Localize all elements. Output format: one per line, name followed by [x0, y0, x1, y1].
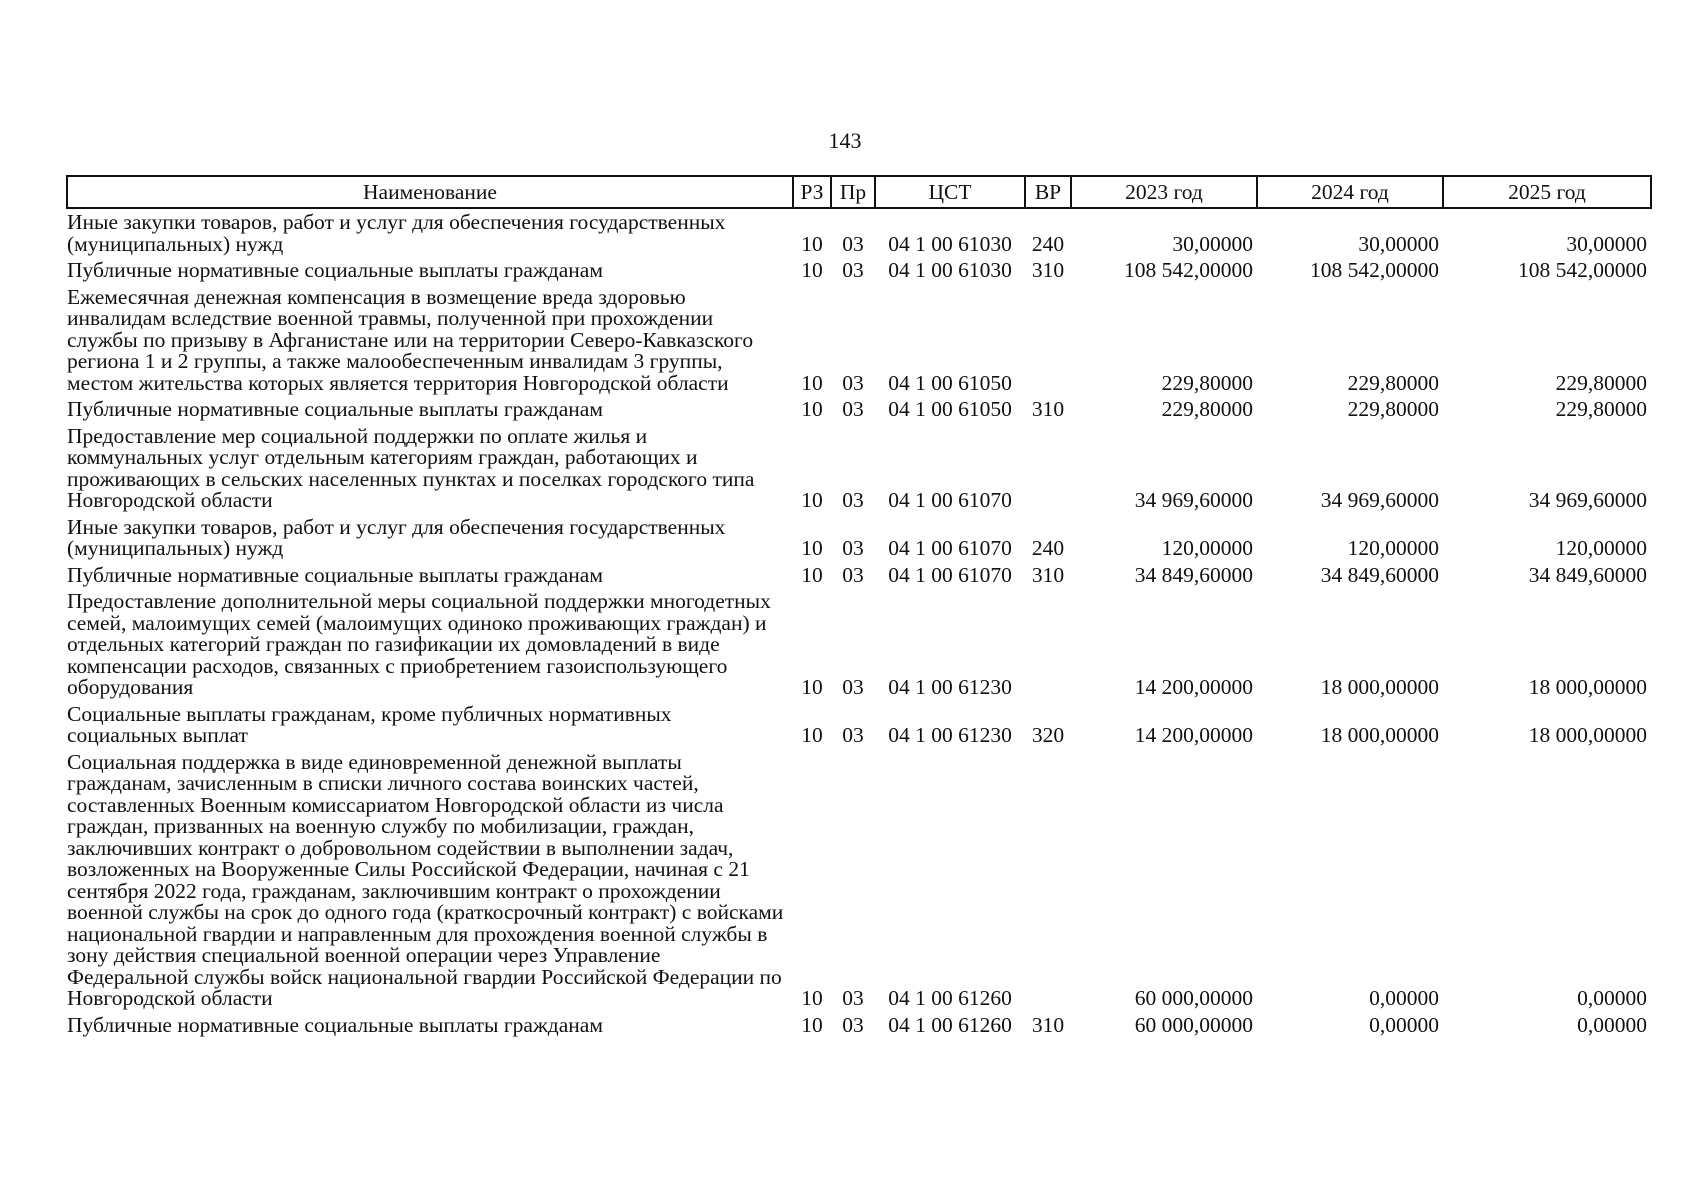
cell-name: Публичные нормативные социальные выплаты гражданам — [67, 258, 603, 282]
cell-name: Публичные нормативные социальные выплаты гражданам — [67, 1012, 603, 1037]
table-row — [67, 514, 1651, 562]
cell-name: Публичные нормативные социальные выплаты гражданам — [67, 397, 603, 421]
table-body — [67, 208, 1651, 1038]
cell-vr — [1025, 749, 1071, 1012]
cell-2025: 0,00000 — [1577, 1012, 1647, 1037]
cell-name: Социальные выплаты гражданам, кроме публичных нормативных социальных выплат — [67, 701, 672, 747]
cell-2023: 34 849,60000 — [1134, 562, 1253, 587]
cell-vr: 240 — [1031, 536, 1065, 560]
header-pr: Пр — [831, 176, 875, 208]
cell-cst: 04 1 00 61070 — [888, 562, 1012, 587]
cell-rz: 10 — [801, 397, 823, 421]
cell-2025: 229,80000 — [1555, 397, 1647, 421]
cell-name: Иные закупки товаров, работ и услуг для обеспечения государственных (муниципальных) нужд — [67, 210, 726, 256]
cell-rz: 10 — [801, 370, 823, 395]
cell-2025: 120,00000 — [1555, 536, 1647, 560]
cell-2024: 30,00000 — [1358, 231, 1439, 256]
table-row — [67, 284, 1651, 397]
cell-2025: 229,80000 — [1555, 370, 1647, 395]
cell-vr: 320 — [1031, 723, 1065, 747]
cell-rz: 10 — [801, 488, 823, 512]
cell-pr: 03 — [842, 1012, 864, 1037]
cell-pr: 03 — [842, 488, 864, 512]
cell-2024: 18 000,00000 — [1320, 675, 1439, 699]
cell-2024: 34 849,60000 — [1320, 562, 1439, 587]
cell-2024: 34 969,60000 — [1320, 488, 1439, 512]
header-2023: 2023 год — [1071, 176, 1257, 208]
cell-cst: 04 1 00 61050 — [888, 370, 1012, 395]
cell-2023: 14 200,00000 — [1134, 723, 1253, 747]
cell-2023: 60 000,00000 — [1134, 986, 1253, 1010]
cell-2024: 18 000,00000 — [1320, 723, 1439, 747]
cell-2024: 108 542,00000 — [1310, 258, 1439, 282]
cell-2025: 30,00000 — [1566, 231, 1647, 256]
cell-2024: 120,00000 — [1347, 536, 1439, 560]
cell-name: Иные закупки товаров, работ и услуг для обеспечения государственных (муниципальных) нужд — [67, 514, 726, 560]
header-vr: ВР — [1025, 176, 1071, 208]
cell-2023: 60 000,00000 — [1134, 1012, 1253, 1037]
table-row — [67, 208, 1651, 257]
cell-rz: 10 — [801, 723, 823, 747]
cell-pr: 03 — [842, 536, 864, 560]
cell-vr — [1025, 423, 1071, 514]
cell-vr: 310 — [1031, 258, 1065, 282]
cell-2024: 0,00000 — [1369, 986, 1439, 1010]
table-header — [67, 176, 1651, 208]
cell-vr: 310 — [1031, 1012, 1065, 1037]
cell-vr — [1025, 588, 1071, 701]
cell-cst: 04 1 00 61030 — [888, 231, 1012, 256]
table-row — [67, 396, 1651, 423]
cell-2025: 34 969,60000 — [1528, 488, 1647, 512]
cell-pr: 03 — [842, 258, 864, 282]
header-rz: РЗ — [793, 176, 831, 208]
cell-rz: 10 — [801, 986, 823, 1010]
table-row — [67, 701, 1651, 749]
cell-cst: 04 1 00 61260 — [888, 1012, 1012, 1037]
table-row — [67, 1012, 1651, 1039]
cell-vr: 310 — [1031, 397, 1065, 421]
header-2025: 2025 год — [1443, 176, 1651, 208]
cell-name: Предоставление мер социальной поддержки по оплате жилья и коммунальных услуг отдельным категориям граждан, работающих и проживающих в сельских населенных пунктах и поселках городского типа Новгородской области — [67, 423, 755, 512]
cell-name: Социальная поддержка в виде единовременной денежной выплаты гражданам, зачисленным в списки личного состава воинских частей, составленных Военным комиссариатом Новгородской области из числа граждан, призванных на военную службу по мобилизации, граждан, заключивших контракт о добровольном содействии в выполнении задач, возложенных на Вооруженные Силы Российской Федерации, начиная с 21 сентября 2022 года, гражданам, заключившим контракт о прохождении военной службы на срок до одного года (краткосрочный контракт) с войсками национальной гвардии и направленным для прохождения военной службы в зону действия специальной военной операции через Управление Федеральной службы войск национальной гвардии Российской Федерации по Новгородской области — [67, 749, 784, 1010]
cell-pr: 03 — [842, 231, 864, 256]
cell-cst: 04 1 00 61260 — [888, 986, 1012, 1010]
header-cst: ЦСТ — [875, 176, 1025, 208]
table-row — [67, 588, 1651, 701]
cell-2023: 229,80000 — [1161, 397, 1253, 421]
cell-name: Предоставление дополнительной меры социальной поддержки многодетных семей, малоимущих семей (малоимущих одиноко проживающих граждан) и отдельных категорий граждан по газификации их домовладений в виде компенсации расходов, связанных с приобретением газоиспользующего оборудования — [67, 589, 771, 699]
cell-cst: 04 1 00 61070 — [888, 536, 1012, 560]
header-row — [67, 176, 1651, 208]
header-2024: 2024 год — [1257, 176, 1443, 208]
cell-cst: 04 1 00 61030 — [888, 258, 1012, 282]
page-number: 143 — [828, 128, 862, 153]
cell-vr: 240 — [1031, 231, 1065, 256]
cell-rz: 10 — [801, 562, 823, 587]
cell-2025: 18 000,00000 — [1528, 675, 1647, 699]
cell-2023: 229,80000 — [1161, 370, 1253, 395]
cell-pr: 03 — [842, 562, 864, 587]
budget-table — [66, 175, 1652, 1038]
cell-2023: 34 969,60000 — [1134, 488, 1253, 512]
table-row — [67, 749, 1651, 1012]
cell-2023: 120,00000 — [1161, 536, 1253, 560]
cell-cst: 04 1 00 61050 — [888, 397, 1012, 421]
cell-2024: 229,80000 — [1347, 370, 1439, 395]
cell-name: Ежемесячная денежная компенсация в возмещение вреда здоровью инвалидам вследствие военной травмы, полученной при прохождении службы по призыву в Афганистане или на территории Северо-Кавказского региона 1 и 2 группы, а также малообеспеченным инвалидам 3 группы, местом жительства которых является территория Новгородской области — [67, 284, 754, 395]
cell-2025: 34 849,60000 — [1528, 562, 1647, 587]
cell-2023: 108 542,00000 — [1124, 258, 1253, 282]
cell-pr: 03 — [842, 675, 864, 699]
cell-rz: 10 — [801, 258, 823, 282]
header-name: Наименование — [67, 176, 793, 208]
cell-pr: 03 — [842, 370, 864, 395]
cell-2025: 108 542,00000 — [1518, 258, 1647, 282]
cell-2024: 229,80000 — [1347, 397, 1439, 421]
cell-2024: 0,00000 — [1369, 1012, 1439, 1037]
cell-cst: 04 1 00 61230 — [888, 723, 1012, 747]
cell-2025: 0,00000 — [1577, 986, 1647, 1010]
cell-pr: 03 — [842, 986, 864, 1010]
cell-cst: 04 1 00 61230 — [888, 675, 1012, 699]
cell-pr: 03 — [842, 723, 864, 747]
table-row — [67, 562, 1651, 589]
cell-pr: 03 — [842, 397, 864, 421]
cell-rz: 10 — [801, 536, 823, 560]
cell-2023: 14 200,00000 — [1134, 675, 1253, 699]
cell-vr: 310 — [1031, 562, 1065, 587]
cell-rz: 10 — [801, 675, 823, 699]
table-row — [67, 423, 1651, 514]
cell-cst: 04 1 00 61070 — [888, 488, 1012, 512]
cell-2023: 30,00000 — [1172, 231, 1253, 256]
cell-2025: 18 000,00000 — [1528, 723, 1647, 747]
cell-rz: 10 — [801, 1012, 823, 1037]
cell-name: Публичные нормативные социальные выплаты гражданам — [67, 562, 603, 587]
cell-vr — [1025, 284, 1071, 397]
table-row — [67, 257, 1651, 284]
cell-rz: 10 — [801, 231, 823, 256]
